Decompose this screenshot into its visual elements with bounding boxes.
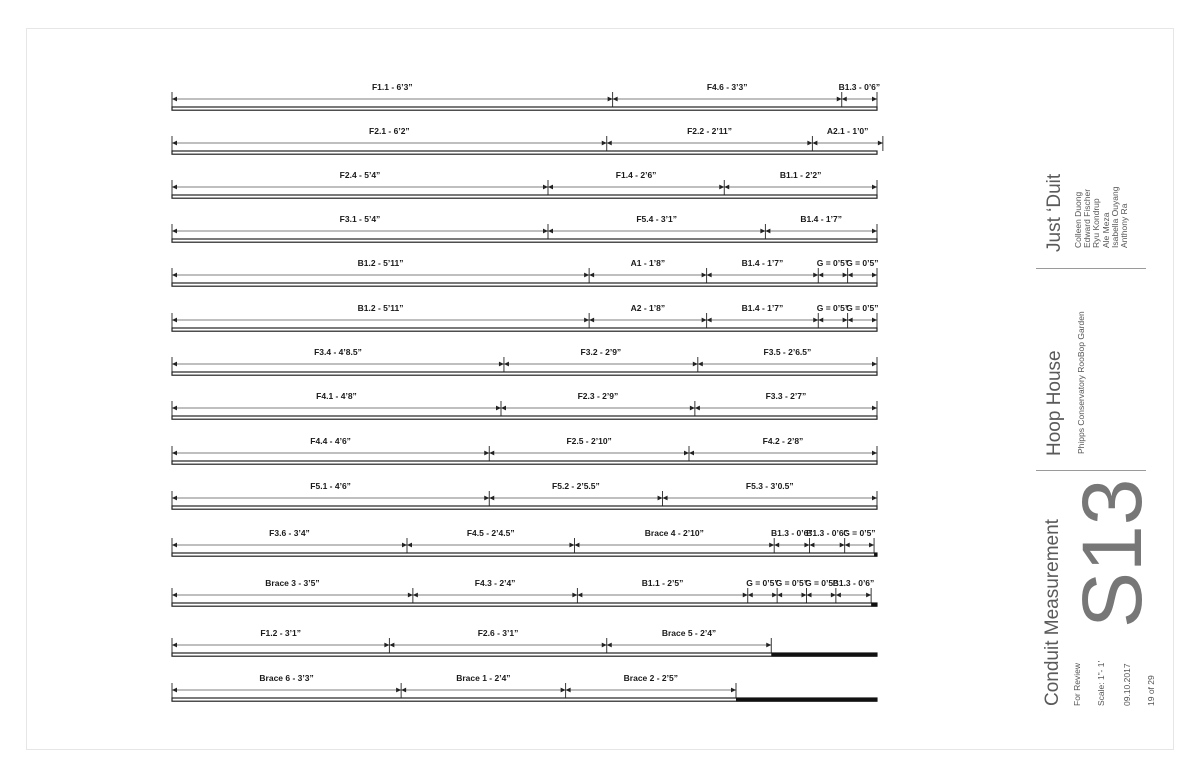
dimension-arrow <box>848 318 853 323</box>
dimension-arrow <box>589 318 594 323</box>
dimension-arrow <box>690 406 695 411</box>
conduit-stick <box>172 372 877 375</box>
dimension-arrow <box>589 273 594 278</box>
segment-label: G = 0’5” <box>843 528 876 538</box>
team-name: Just ‘Duit <box>1044 173 1065 252</box>
segment-label: F3.1 - 5’4” <box>339 214 381 224</box>
segment-label: F2.5 - 2’10” <box>566 436 612 446</box>
dimension-arrow <box>504 362 509 367</box>
dimension-arrow <box>840 543 845 548</box>
dimension-arrow <box>812 141 817 146</box>
dimension-arrow <box>548 185 553 190</box>
conduit-stick <box>172 283 877 286</box>
dimension-arrow <box>572 593 577 598</box>
segment-label: B1.2 - 5’11” <box>357 258 404 268</box>
dimension-arrow <box>693 362 698 367</box>
segment-label: F3.6 - 3’4” <box>269 528 310 538</box>
segment-label: B1.3 - 0’6” <box>838 82 881 92</box>
segment-label: Brace 1 - 2’4” <box>456 673 511 683</box>
dimension-arrow <box>384 643 389 648</box>
dimension-arrow <box>872 451 877 456</box>
segment-label: G = 0’5” <box>746 578 779 588</box>
dimension-arrow <box>584 318 589 323</box>
dimension-arrow <box>731 688 736 693</box>
segment-label: F3.2 - 2’9” <box>580 347 622 357</box>
drawing-date: 09.10.2017 <box>1122 663 1132 706</box>
conduit-stick <box>172 328 877 331</box>
dimension-arrow <box>172 406 177 411</box>
dimension-arrow <box>407 543 412 548</box>
dimension-arrow <box>836 593 841 598</box>
dimension-arrow <box>818 273 823 278</box>
dimension-arrow <box>807 141 812 146</box>
dimension-arrow <box>566 688 571 693</box>
project-name: Hoop House <box>1044 350 1065 456</box>
segment-label: F5.2 - 2’5.5” <box>552 481 600 491</box>
dimension-arrow <box>872 318 877 323</box>
dimension-arrow <box>698 362 703 367</box>
segment-label: F1.2 - 3’1” <box>260 628 302 638</box>
segment-label: Brace 3 - 3’5” <box>265 578 320 588</box>
dimension-arrow <box>802 593 807 598</box>
dimension-arrow <box>613 97 618 102</box>
segment-label: A2 - 1’8” <box>630 303 666 313</box>
dimension-arrow <box>172 185 177 190</box>
segment-label: Brace 6 - 3’3” <box>259 673 314 683</box>
dimension-arrow <box>872 406 877 411</box>
member-name: Ale Meza <box>1100 212 1111 248</box>
dimension-arrow <box>402 543 407 548</box>
member-name: Colleen Duong <box>1073 191 1083 248</box>
segment-label: F2.4 - 5’4” <box>339 170 381 180</box>
dimension-arrow <box>743 593 748 598</box>
dimension-arrow <box>602 643 607 648</box>
dimension-arrow <box>484 496 489 501</box>
segment-label: F4.2 - 2’8” <box>762 436 804 446</box>
dimension-arrow <box>607 643 612 648</box>
dimension-arrow <box>813 318 818 323</box>
segment-label: F2.2 - 2’11” <box>687 126 733 136</box>
dimension-arrow <box>843 273 848 278</box>
segment-label: Brace 2 - 2’5” <box>623 673 678 683</box>
segment-label: F2.1 - 6’2” <box>369 126 410 136</box>
dimension-arrow <box>769 543 774 548</box>
dimension-arrow <box>724 185 729 190</box>
dimension-arrow <box>843 318 848 323</box>
dimension-arrow <box>878 141 883 146</box>
segment-label: Brace 5 - 2’4” <box>661 628 717 638</box>
dimension-arrow <box>695 406 700 411</box>
conduit-stick <box>172 603 877 606</box>
segment-label: F4.3 - 2’4” <box>474 578 516 588</box>
segment-label: B1.3 - 0’6” <box>832 578 875 588</box>
dimension-arrow <box>804 543 809 548</box>
dimension-arrow <box>172 643 177 648</box>
segment-label: F4.4 - 4’6” <box>310 436 351 446</box>
dimension-arrow <box>543 185 548 190</box>
segment-label: B1.1 - 2’5” <box>641 578 684 588</box>
segment-label: G = 0’5” <box>816 258 850 268</box>
segment-label: F5.4 - 3’1” <box>636 214 678 224</box>
dimension-arrow <box>872 496 877 501</box>
conduit-stick <box>172 107 877 110</box>
dimension-arrow <box>765 229 770 234</box>
dimension-arrow <box>172 543 177 548</box>
dimension-arrow <box>818 318 823 323</box>
dimension-arrow <box>772 593 777 598</box>
dimension-arrow <box>702 318 707 323</box>
dimension-arrow <box>408 593 413 598</box>
dimension-arrow <box>760 229 765 234</box>
dimension-arrow <box>602 141 607 146</box>
dimension-arrow <box>577 593 582 598</box>
dimension-arrow <box>607 141 612 146</box>
segment-label: G = 0’5” <box>775 578 808 588</box>
segment-label: F1.1 - 6’3” <box>371 82 413 92</box>
dimension-arrow <box>172 97 177 102</box>
dimension-arrow <box>702 273 707 278</box>
dimension-arrow <box>809 543 814 548</box>
dimension-arrow <box>543 229 548 234</box>
conduit-stick <box>172 461 877 464</box>
dimension-arrow <box>172 141 177 146</box>
title-divider <box>1036 268 1146 269</box>
leftover-waste <box>736 698 877 702</box>
dimension-arrow <box>848 273 853 278</box>
dimension-arrow <box>489 496 494 501</box>
member-name: Edward Fischer <box>1082 188 1093 248</box>
dimension-arrow <box>837 97 842 102</box>
conduit-stick <box>172 239 877 242</box>
segment-label: G = 0’5” <box>805 578 838 588</box>
dimension-arrow <box>484 451 489 456</box>
dimension-arrow <box>396 688 401 693</box>
dimension-arrow <box>489 451 494 456</box>
segment-label: G = 0’5” <box>846 303 879 313</box>
team-members <box>1074 187 1129 248</box>
segment-label: B1.3 - 0’6” <box>771 528 813 538</box>
dimension-arrow <box>663 496 668 501</box>
dimension-arrow <box>172 318 177 323</box>
dimension-arrow <box>719 185 724 190</box>
sheet-number: S13 <box>1065 478 1159 628</box>
leftover-waste <box>874 553 877 557</box>
dimension-arrow <box>774 543 779 548</box>
dimension-arrow <box>172 688 177 693</box>
segment-label: A2.1 - 1’0” <box>826 126 869 136</box>
drawing-scale: Scale: 1”- 1’ <box>1096 660 1106 706</box>
conduit-stick <box>172 553 877 556</box>
dimension-arrow <box>172 593 177 598</box>
dimension-arrow <box>172 273 177 278</box>
segment-label: G = 0’5” <box>816 303 850 313</box>
dimension-arrow <box>872 97 877 102</box>
segment-label: Brace 4 - 2’10” <box>644 528 704 538</box>
dimension-arrow <box>401 688 406 693</box>
sheet-title: Conduit Measurement <box>1042 519 1063 706</box>
segment-label: A1 - 1’8” <box>630 258 666 268</box>
segment-label: B1.4 - 1’7” <box>800 214 842 224</box>
segment-label: F3.3 - 2’7” <box>765 391 807 401</box>
dimension-arrow <box>872 185 877 190</box>
dimension-arrow <box>172 496 177 501</box>
dimension-arrow <box>872 229 877 234</box>
member-name: Isabella Ouyang <box>1109 186 1120 248</box>
dimension-arrow <box>684 451 689 456</box>
dimension-arrow <box>608 97 613 102</box>
dimension-arrow <box>842 97 847 102</box>
client-name: Phipps Conservatory RooBop Garden <box>1076 311 1086 454</box>
dimension-arrow <box>172 229 177 234</box>
segment-label: F3.4 - 4’8.5” <box>314 347 362 357</box>
dimension-arrow <box>499 362 504 367</box>
title-block <box>1036 150 1159 720</box>
dimension-arrow <box>707 273 712 278</box>
dimension-arrow <box>574 543 579 548</box>
dimension-arrow <box>872 362 877 367</box>
dimension-arrow <box>548 229 553 234</box>
leftover-waste <box>871 603 877 607</box>
segment-label: F5.1 - 4’6” <box>310 481 351 491</box>
dimension-arrow <box>501 406 506 411</box>
segment-label: B1.2 - 5’11” <box>357 303 404 313</box>
segment-label: F5.3 - 3’0.5” <box>745 481 794 491</box>
dimension-arrow <box>172 362 177 367</box>
conduit-stick <box>172 416 877 419</box>
segment-label: B1.3 - 0’6” <box>806 528 848 538</box>
dimension-arrow <box>845 543 850 548</box>
dimension-arrow <box>569 543 574 548</box>
review-status: For Review <box>1072 663 1082 706</box>
dimension-arrow <box>584 273 589 278</box>
conduit-stick <box>172 506 877 509</box>
segment-label: F2.3 - 2’9” <box>577 391 619 401</box>
dimension-arrow <box>872 273 877 278</box>
segment-label: B1.1 - 2’2” <box>779 170 822 180</box>
dimension-arrow <box>831 593 836 598</box>
segment-label: F1.4 - 2’6” <box>615 170 657 180</box>
dimension-arrow <box>869 543 874 548</box>
dimension-arrow <box>766 643 771 648</box>
segment-label: F4.1 - 4’8” <box>316 391 357 401</box>
title-divider <box>1036 470 1146 471</box>
dimension-arrow <box>813 273 818 278</box>
dimension-arrow <box>389 643 394 648</box>
page-number: 19 of 29 <box>1146 675 1156 706</box>
segment-label: F3.5 - 2’6.5” <box>763 347 812 357</box>
segment-label: F2.6 - 3’1” <box>477 628 519 638</box>
dimension-arrow <box>413 593 418 598</box>
segment-label: B1.4 - 1’7” <box>741 303 784 313</box>
dimension-arrow <box>658 496 663 501</box>
segment-label: F4.5 - 2’4.5” <box>466 528 515 538</box>
dimension-arrow <box>807 593 812 598</box>
dimension-arrow <box>748 593 753 598</box>
segment-label: G = 0’5” <box>846 258 879 268</box>
member-name: Anthony Ra <box>1119 203 1130 248</box>
dimension-arrow <box>496 406 501 411</box>
member-name: Ryu Kondrup <box>1091 198 1102 248</box>
conduit-stick <box>172 151 877 154</box>
dimension-arrow <box>172 451 177 456</box>
dimension-arrow <box>561 688 566 693</box>
leftover-waste <box>771 653 877 657</box>
conduit-stick <box>172 195 877 198</box>
segment-label: B1.4 - 1’7” <box>741 258 784 268</box>
dimension-arrow <box>866 593 871 598</box>
dimension-arrow <box>777 593 782 598</box>
dimension-arrow <box>707 318 712 323</box>
segment-label: F4.6 - 3’3” <box>706 82 748 92</box>
dimension-arrow <box>689 451 694 456</box>
